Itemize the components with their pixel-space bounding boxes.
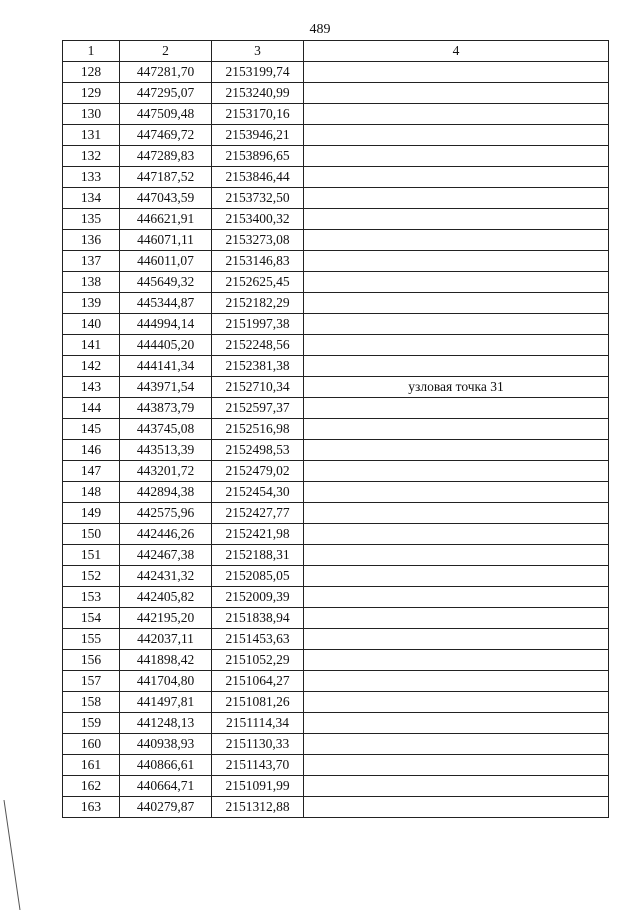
cell-x-coordinate: 445649,32 xyxy=(120,272,212,293)
table-row xyxy=(63,482,609,503)
cell-point-number: 129 xyxy=(63,83,120,104)
cell-point-number: 144 xyxy=(63,398,120,419)
table-row xyxy=(63,62,609,83)
cell-y-coordinate: 2151997,38 xyxy=(212,314,304,335)
cell-note xyxy=(304,524,609,545)
cell-x-coordinate: 442405,82 xyxy=(120,587,212,608)
table-row xyxy=(63,377,609,398)
cell-point-number: 142 xyxy=(63,356,120,377)
table-row xyxy=(63,293,609,314)
cell-y-coordinate: 2152454,30 xyxy=(212,482,304,503)
column-header-x: 2 xyxy=(120,41,212,62)
cell-x-coordinate: 445344,87 xyxy=(120,293,212,314)
cell-note xyxy=(304,146,609,167)
column-header-y: 3 xyxy=(212,41,304,62)
cell-x-coordinate: 442446,26 xyxy=(120,524,212,545)
cell-x-coordinate: 443873,79 xyxy=(120,398,212,419)
cell-note xyxy=(304,734,609,755)
cell-note xyxy=(304,272,609,293)
cell-y-coordinate: 2152009,39 xyxy=(212,587,304,608)
table-row xyxy=(63,503,609,524)
cell-y-coordinate: 2152188,31 xyxy=(212,545,304,566)
cell-x-coordinate: 442894,38 xyxy=(120,482,212,503)
table-row xyxy=(63,272,609,293)
cell-y-coordinate: 2151114,34 xyxy=(212,713,304,734)
cell-point-number: 130 xyxy=(63,104,120,125)
cell-y-coordinate: 2152421,98 xyxy=(212,524,304,545)
cell-point-number: 135 xyxy=(63,209,120,230)
cell-x-coordinate: 447281,70 xyxy=(120,62,212,83)
cell-x-coordinate: 443971,54 xyxy=(120,377,212,398)
cell-point-number: 131 xyxy=(63,125,120,146)
cell-x-coordinate: 440279,87 xyxy=(120,797,212,818)
table-row xyxy=(63,461,609,482)
cell-y-coordinate: 2153400,32 xyxy=(212,209,304,230)
cell-point-number: 134 xyxy=(63,188,120,209)
table-row xyxy=(63,734,609,755)
cell-point-number: 136 xyxy=(63,230,120,251)
page-number: 489 xyxy=(309,22,331,37)
cell-point-number: 154 xyxy=(63,608,120,629)
cell-note xyxy=(304,335,609,356)
cell-point-number: 128 xyxy=(63,62,120,83)
cell-x-coordinate: 441497,81 xyxy=(120,692,212,713)
cell-x-coordinate: 441248,13 xyxy=(120,713,212,734)
margin-scan-line xyxy=(0,800,24,910)
cell-x-coordinate: 441704,80 xyxy=(120,671,212,692)
cell-y-coordinate: 2153146,83 xyxy=(212,251,304,272)
cell-note xyxy=(304,482,609,503)
cell-y-coordinate: 2153170,16 xyxy=(212,104,304,125)
table-row xyxy=(63,83,609,104)
cell-y-coordinate: 2152516,98 xyxy=(212,419,304,440)
cell-x-coordinate: 440938,93 xyxy=(120,734,212,755)
cell-note xyxy=(304,419,609,440)
cell-x-coordinate: 446071,11 xyxy=(120,230,212,251)
cell-point-number: 153 xyxy=(63,587,120,608)
cell-y-coordinate: 2153846,44 xyxy=(212,167,304,188)
cell-y-coordinate: 2151064,27 xyxy=(212,671,304,692)
cell-point-number: 141 xyxy=(63,335,120,356)
cell-x-coordinate: 443745,08 xyxy=(120,419,212,440)
cell-point-number: 143 xyxy=(63,377,120,398)
cell-point-number: 155 xyxy=(63,629,120,650)
cell-y-coordinate: 2152085,05 xyxy=(212,566,304,587)
table-row xyxy=(63,209,609,230)
cell-note xyxy=(304,692,609,713)
cell-point-number: 163 xyxy=(63,797,120,818)
cell-y-coordinate: 2152498,53 xyxy=(212,440,304,461)
cell-note xyxy=(304,776,609,797)
cell-note xyxy=(304,587,609,608)
cell-note xyxy=(304,440,609,461)
cell-x-coordinate: 442467,38 xyxy=(120,545,212,566)
cell-note xyxy=(304,650,609,671)
cell-note xyxy=(304,461,609,482)
table-row xyxy=(63,755,609,776)
cell-note: узловая точка 31 xyxy=(304,377,609,398)
cell-note xyxy=(304,629,609,650)
cell-point-number: 156 xyxy=(63,650,120,671)
cell-note xyxy=(304,545,609,566)
table-row xyxy=(63,629,609,650)
cell-point-number: 147 xyxy=(63,461,120,482)
cell-note xyxy=(304,188,609,209)
cell-note xyxy=(304,209,609,230)
table-row xyxy=(63,545,609,566)
cell-y-coordinate: 2153946,21 xyxy=(212,125,304,146)
cell-note xyxy=(304,230,609,251)
table-row xyxy=(63,524,609,545)
table-row xyxy=(63,671,609,692)
table-row xyxy=(63,104,609,125)
cell-point-number: 140 xyxy=(63,314,120,335)
cell-y-coordinate: 2151052,29 xyxy=(212,650,304,671)
cell-y-coordinate: 2151081,26 xyxy=(212,692,304,713)
table-row xyxy=(63,398,609,419)
cell-point-number: 150 xyxy=(63,524,120,545)
cell-note xyxy=(304,755,609,776)
table-row xyxy=(63,608,609,629)
table-row xyxy=(63,797,609,818)
table-row xyxy=(63,692,609,713)
cell-x-coordinate: 447295,07 xyxy=(120,83,212,104)
cell-point-number: 152 xyxy=(63,566,120,587)
cell-point-number: 137 xyxy=(63,251,120,272)
cell-note xyxy=(304,62,609,83)
cell-x-coordinate: 443201,72 xyxy=(120,461,212,482)
cell-point-number: 133 xyxy=(63,167,120,188)
column-header-point-number: 1 xyxy=(63,41,120,62)
cell-point-number: 162 xyxy=(63,776,120,797)
cell-x-coordinate: 447043,59 xyxy=(120,188,212,209)
cell-point-number: 139 xyxy=(63,293,120,314)
cell-point-number: 158 xyxy=(63,692,120,713)
table-row xyxy=(63,188,609,209)
cell-y-coordinate: 2151838,94 xyxy=(212,608,304,629)
cell-x-coordinate: 447509,48 xyxy=(120,104,212,125)
cell-x-coordinate: 443513,39 xyxy=(120,440,212,461)
table-row xyxy=(63,335,609,356)
cell-point-number: 146 xyxy=(63,440,120,461)
cell-x-coordinate: 440866,61 xyxy=(120,755,212,776)
cell-point-number: 145 xyxy=(63,419,120,440)
table-row xyxy=(63,167,609,188)
table-row xyxy=(63,587,609,608)
table-row xyxy=(63,125,609,146)
cell-point-number: 149 xyxy=(63,503,120,524)
cell-y-coordinate: 2151453,63 xyxy=(212,629,304,650)
table-row xyxy=(63,713,609,734)
cell-y-coordinate: 2153199,74 xyxy=(212,62,304,83)
table-row xyxy=(63,146,609,167)
table-row xyxy=(63,776,609,797)
cell-y-coordinate: 2153732,50 xyxy=(212,188,304,209)
table-row xyxy=(63,650,609,671)
table-body xyxy=(63,62,609,818)
cell-y-coordinate: 2152427,77 xyxy=(212,503,304,524)
cell-y-coordinate: 2152625,45 xyxy=(212,272,304,293)
cell-y-coordinate: 2153240,99 xyxy=(212,83,304,104)
cell-x-coordinate: 444141,34 xyxy=(120,356,212,377)
cell-x-coordinate: 444405,20 xyxy=(120,335,212,356)
cell-note xyxy=(304,566,609,587)
cell-note xyxy=(304,83,609,104)
cell-point-number: 160 xyxy=(63,734,120,755)
cell-y-coordinate: 2152381,38 xyxy=(212,356,304,377)
table-row xyxy=(63,251,609,272)
table-row xyxy=(63,314,609,335)
cell-point-number: 161 xyxy=(63,755,120,776)
cell-point-number: 157 xyxy=(63,671,120,692)
column-header-note: 4 xyxy=(304,41,609,62)
cell-point-number: 159 xyxy=(63,713,120,734)
table-header-row xyxy=(63,41,609,62)
cell-note xyxy=(304,398,609,419)
table-row xyxy=(63,356,609,377)
cell-x-coordinate: 440664,71 xyxy=(120,776,212,797)
table-row xyxy=(63,230,609,251)
cell-y-coordinate: 2152182,29 xyxy=(212,293,304,314)
cell-y-coordinate: 2152248,56 xyxy=(212,335,304,356)
cell-note xyxy=(304,167,609,188)
cell-x-coordinate: 442037,11 xyxy=(120,629,212,650)
cell-x-coordinate: 442431,32 xyxy=(120,566,212,587)
cell-note xyxy=(304,608,609,629)
cell-note xyxy=(304,314,609,335)
cell-note xyxy=(304,104,609,125)
cell-y-coordinate: 2151312,88 xyxy=(212,797,304,818)
cell-x-coordinate: 447469,72 xyxy=(120,125,212,146)
cell-y-coordinate: 2151143,70 xyxy=(212,755,304,776)
cell-y-coordinate: 2152710,34 xyxy=(212,377,304,398)
cell-point-number: 132 xyxy=(63,146,120,167)
cell-y-coordinate: 2152597,37 xyxy=(212,398,304,419)
cell-x-coordinate: 447289,83 xyxy=(120,146,212,167)
cell-x-coordinate: 441898,42 xyxy=(120,650,212,671)
cell-y-coordinate: 2153896,65 xyxy=(212,146,304,167)
cell-x-coordinate: 447187,52 xyxy=(120,167,212,188)
cell-note xyxy=(304,713,609,734)
cell-note xyxy=(304,125,609,146)
cell-point-number: 138 xyxy=(63,272,120,293)
cell-note xyxy=(304,503,609,524)
table-row xyxy=(63,419,609,440)
table-row xyxy=(63,440,609,461)
cell-note xyxy=(304,293,609,314)
cell-y-coordinate: 2151091,99 xyxy=(212,776,304,797)
cell-x-coordinate: 444994,14 xyxy=(120,314,212,335)
cell-point-number: 151 xyxy=(63,545,120,566)
cell-point-number: 148 xyxy=(63,482,120,503)
coordinates-table xyxy=(62,40,609,818)
cell-note xyxy=(304,356,609,377)
table-row xyxy=(63,566,609,587)
cell-x-coordinate: 446011,07 xyxy=(120,251,212,272)
cell-x-coordinate: 442195,20 xyxy=(120,608,212,629)
cell-x-coordinate: 442575,96 xyxy=(120,503,212,524)
cell-note xyxy=(304,797,609,818)
cell-y-coordinate: 2153273,08 xyxy=(212,230,304,251)
cell-y-coordinate: 2151130,33 xyxy=(212,734,304,755)
cell-y-coordinate: 2152479,02 xyxy=(212,461,304,482)
cell-x-coordinate: 446621,91 xyxy=(120,209,212,230)
cell-note xyxy=(304,251,609,272)
cell-note xyxy=(304,671,609,692)
